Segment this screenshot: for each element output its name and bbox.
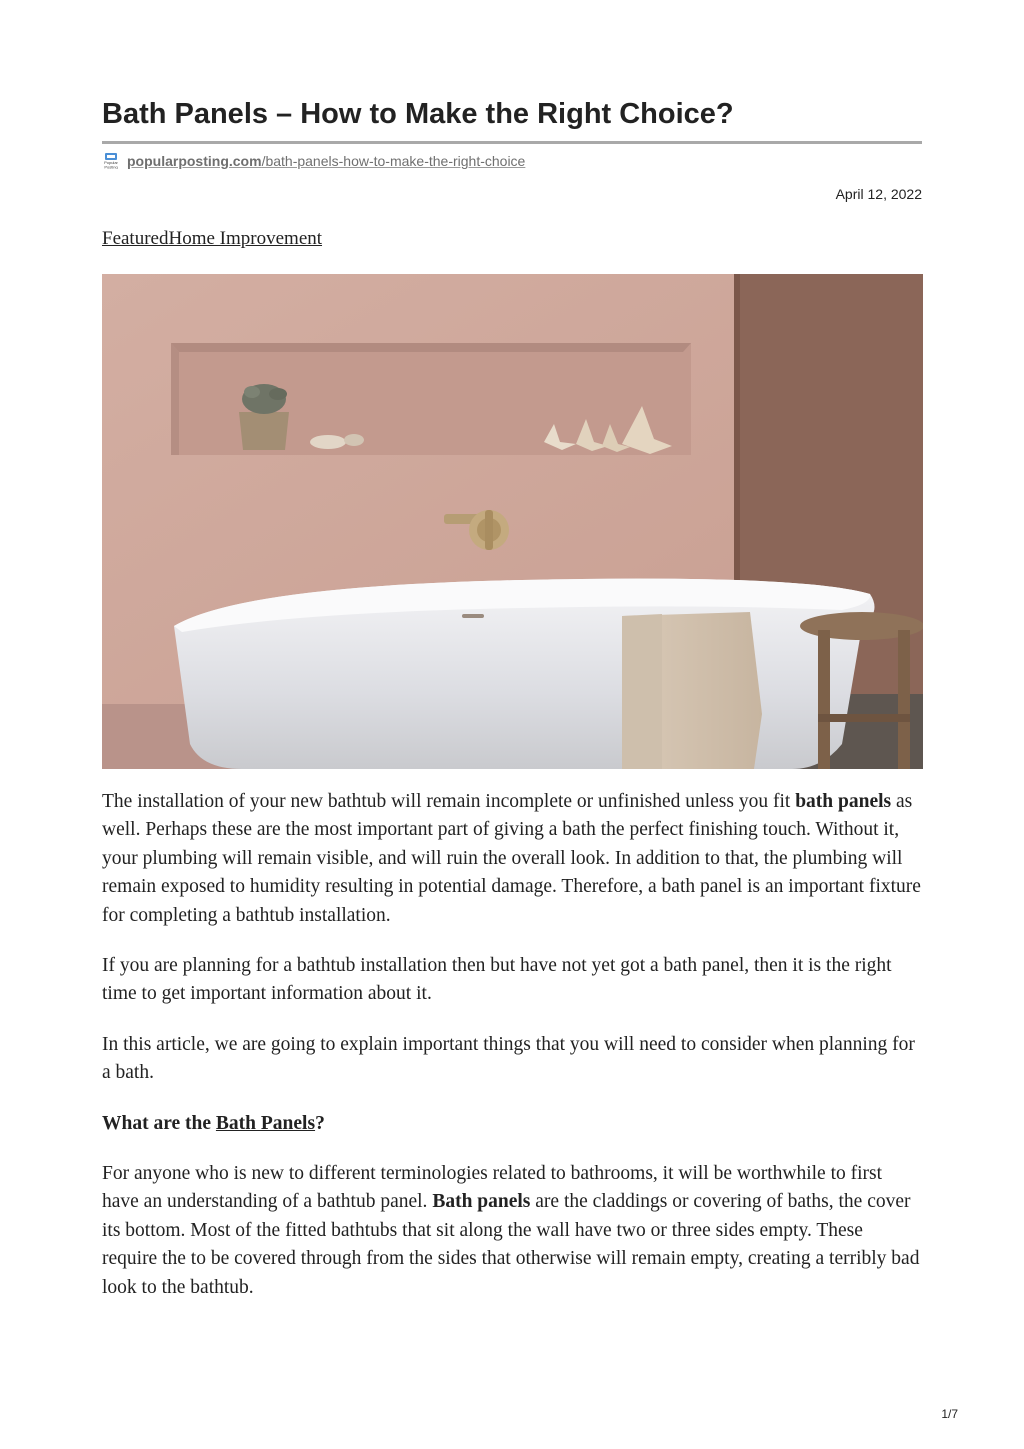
- source-domain: popularposting.com: [127, 153, 262, 169]
- hero-image: [102, 274, 923, 769]
- page-number: 1/7: [941, 1407, 958, 1421]
- paragraph-intro-text-before: The installation of your new bathtub will remain incomplete or unfinished unless you fit: [102, 791, 796, 812]
- source-url-link[interactable]: [127, 153, 525, 169]
- source-path: /bath-panels-how-to-make-the-right-choice: [261, 153, 526, 169]
- category-link-home-improvement[interactable]: Home Improvement: [168, 228, 323, 249]
- heading-text-before: What are the: [102, 1112, 216, 1134]
- heading-text-after: ?: [315, 1112, 325, 1134]
- paragraph-intro-text-after: as well. Perhaps these are the most important part of giving a bath the perfect finishing touch. Without it, your plumbing will remain visible, and will ruin the overall look. In addition to that, the plumbing will remain exposed to humidity resulting in potential damage. Therefore, a bath panel is an important fixture for completing a bathtub installation.: [102, 791, 921, 926]
- source-line: [102, 151, 525, 171]
- paragraph-planning: If you are planning for a bathtub installation then but have not yet got a bath panel, then it is the right time to get important information about it.: [102, 955, 892, 1005]
- page-title: Bath Panels – How to Make the Right Choice?: [102, 98, 734, 130]
- favicon-text-line-2: Posting: [104, 164, 118, 169]
- title-divider: [102, 141, 922, 144]
- site-favicon-icon: [102, 153, 120, 169]
- paragraph-definition-text-before: For anyone who is new to different terminologies related to bathrooms, it will be worthwhile to first have an understanding of a bathtub panel.: [102, 1163, 883, 1213]
- publish-date: April 12, 2022: [835, 186, 922, 202]
- category-link-featured[interactable]: Featured: [102, 228, 169, 249]
- paragraph-intro: [102, 788, 922, 930]
- bath-panels-bold-2: Bath panels: [432, 1191, 531, 1213]
- bath-panels-link[interactable]: Bath Panels: [215, 1112, 316, 1134]
- bath-panels-bold: bath panels: [795, 791, 892, 812]
- category-links: [102, 226, 322, 252]
- paragraph-definition-text-after: are the claddings or covering of baths, the cover its bottom. Most of the fitted bathtubs that sit along the wall have two or three sides empty. These require the to be covered through from the sides that otherwise will remain empty, creating a terribly bad look to the bathtub.: [102, 1191, 920, 1298]
- article-body: [102, 788, 922, 1324]
- section-heading-what-are-bath-panels: [102, 1110, 922, 1138]
- paragraph-article-scope: In this article, we are going to explain important things that you will need to consider when planning for a bath.: [102, 1033, 915, 1084]
- paragraph-definition: [102, 1160, 922, 1302]
- favicon-text-line-1: Popular: [104, 160, 118, 165]
